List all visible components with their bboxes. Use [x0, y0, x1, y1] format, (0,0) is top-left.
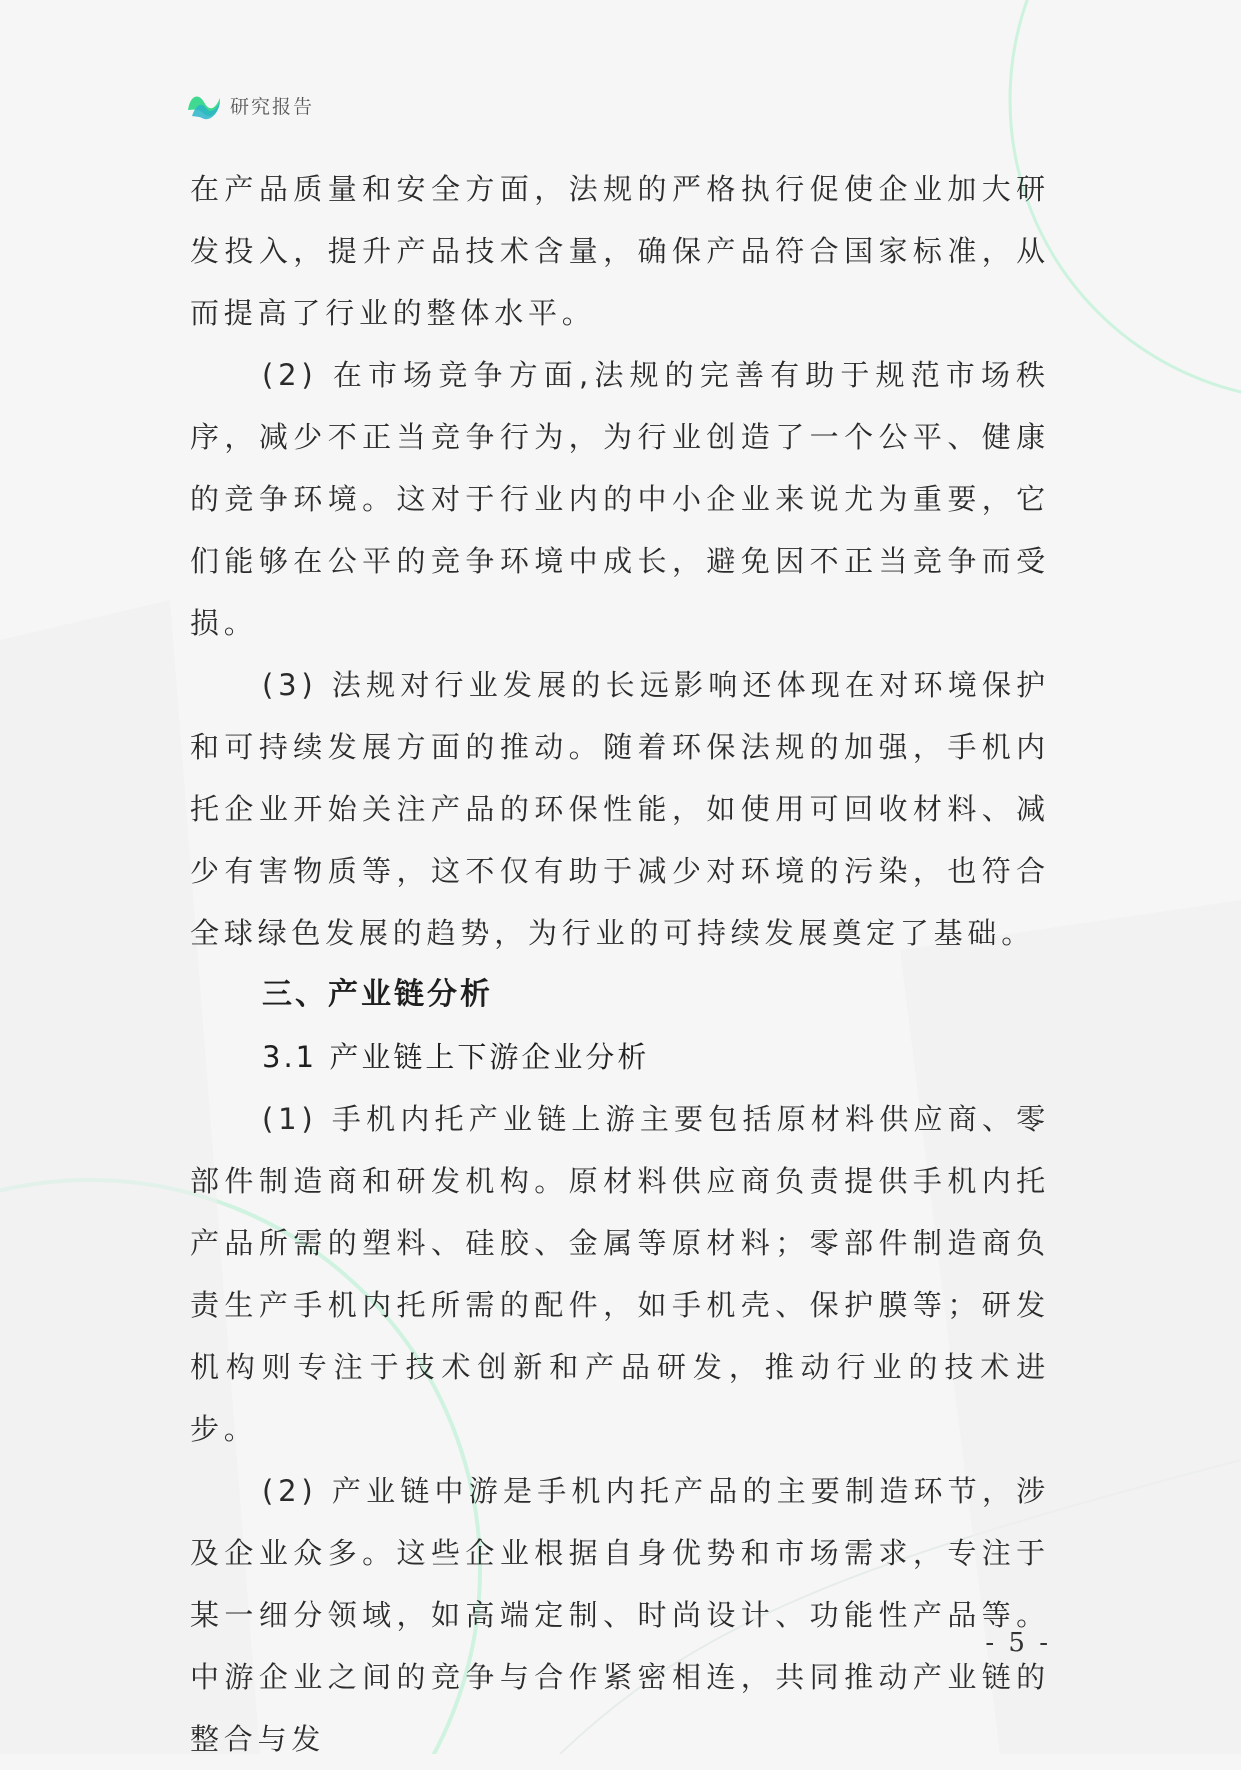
paragraph-environmental: (3) 法规对行业发展的长远影响还体现在对环境保护和可持续发展方面的推动。随着环保法规的加强，手机内托企业开始关注产品的环保性能，如使用可回收材料、减少有害物质等，这不仅有助于减少对环境的污染，也符合全球绿色发展的趋势，为行业的可持续发展奠定了基础。 — [190, 668, 1050, 950]
paragraph-market-competition: (2) 在市场竞争方面,法规的完善有助于规范市场秩序，减少不正当竞争行为，为行业创造了一个公平、健康的竞争环境。这对于行业内的中小企业来说尤为重要，它们能够在公平的竞争环境中成长，避免因不正当竞争而受损。 — [190, 358, 1050, 640]
section-heading: 三、产业链分析 — [262, 977, 493, 1012]
brand-logo-icon — [186, 88, 222, 122]
header-title: 研究报告 — [230, 95, 315, 118]
paragraph-product-quality: 在产品质量和安全方面，法规的严格执行促使企业加大研发投入，提升产品技术含量，确保产品符合国家标准，从而提高了行业的整体水平。 — [190, 172, 1050, 330]
paragraph-midstream: (2) 产业链中游是手机内托产品的主要制造环节，涉及企业众多。这些企业根据自身优势和市场需求，专注于某一细分领域，如高端定制、时尚设计、功能性产品等。中游企业之间的竞争与合作紧密相连，共同推动产业链的整合与发 — [190, 1474, 1050, 1756]
paragraph-upstream: (1) 手机内托产业链上游主要包括原材料供应商、零部件制造商和研发机构。原材料供应商负责提供手机内托产品所需的塑料、硅胶、金属等原材料；零部件制造商负责生产手机内托所需的配件，如手机壳、保护膜等；研发机构则专注于技术创新和产品研发，推动行业的技术进步。 — [190, 1102, 1050, 1446]
page-header — [186, 88, 314, 122]
document-body — [190, 158, 1050, 1770]
page-number: - 5 - — [985, 1628, 1051, 1658]
subsection-heading: 3.1 产业链上下游企业分析 — [262, 1040, 650, 1074]
